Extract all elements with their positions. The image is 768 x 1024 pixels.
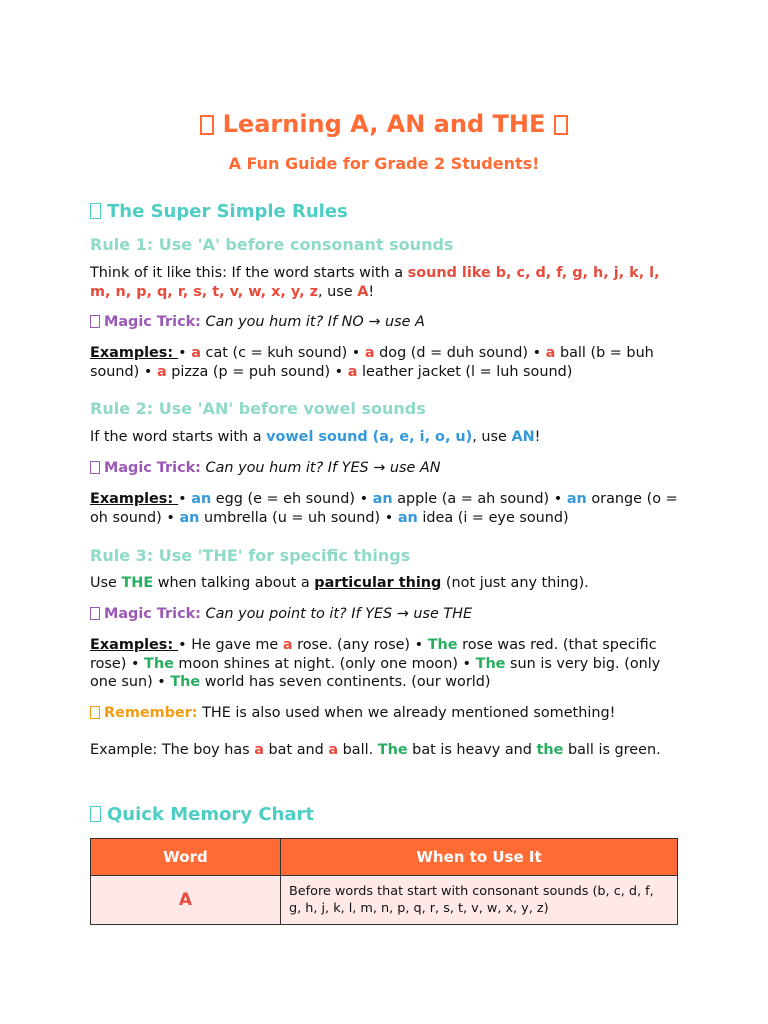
rule3-examples: Examples: • He gave me a rose. (any rose) • The rose was red. (that specific rose) • The moon shines at night. (only one moon) • The sun is very big. (only one sun) • The world has seven continents. (our world) <box>90 637 661 690</box>
rule1-examples: Examples: • a cat (c = kuh sound) • a dog (d = duh sound) • a ball (b = buh sound) • a pizza (p = puh sound) • a leather jacket (l = luh sound) <box>90 345 654 380</box>
rule3-heading: Rule 3: Use 'THE' for specific things <box>90 546 411 565</box>
missing-glyph-icon <box>90 806 101 822</box>
missing-glyph-icon <box>90 203 101 219</box>
rule2-magic-trick: Magic Trick: Can you hum it? If YES → use AN <box>90 459 680 478</box>
table-cell-when: Before words that start with consonant sounds (b, c, d, f, g, h, j, k, l, m, n, p, q, r, s, t, v, w, x, y, z) <box>281 876 678 925</box>
chart-section-heading: Quick Memory Chart <box>90 803 314 827</box>
table-header-row <box>91 839 678 876</box>
rule2-heading: Rule 2: Use 'AN' before vowel sounds <box>90 399 426 418</box>
rules-section-heading: The Super Simple Rules <box>90 200 348 224</box>
rule1-magic-trick: Magic Trick: Can you hum it? If NO → use A <box>90 313 680 332</box>
column-header-word: Word <box>91 839 281 876</box>
rule1-heading: Rule 1: Use 'A' before consonant sounds <box>90 235 454 254</box>
rule1-intro: Think of it like this: If the word starts with a sound like b, c, d, f, g, h, j, k, l, m, n, p, q, r, s, t, v, w, x, y, z, use A! <box>90 265 660 300</box>
missing-glyph-icon <box>554 115 568 135</box>
rule3-intro: Use THE when talking about a particular thing (not just any thing). <box>90 575 589 591</box>
rule2-examples: Examples: • an egg (e = eh sound) • an apple (a = ah sound) • an orange (o = oh sound) • an umbrella (u = uh sound) • an idea (i = eye sound) <box>90 491 678 526</box>
table-cell-word: A <box>91 876 281 925</box>
page-title: Learning A, AN and THE <box>90 108 678 140</box>
page-subtitle: A Fun Guide for Grade 2 Students! <box>228 154 540 173</box>
missing-glyph-icon <box>200 115 214 135</box>
column-header-when: When to Use It <box>281 839 678 876</box>
table-row <box>91 876 678 925</box>
rule3-remember: Remember: THE is also used when we already mentioned something! <box>90 704 680 723</box>
rule2-intro: If the word starts with a vowel sound (a, e, i, o, u), use AN! <box>90 429 541 445</box>
rule3-example-sentence: Example: The boy has a bat and a ball. The bat is heavy and the ball is green. <box>90 742 661 758</box>
missing-glyph-icon <box>90 706 100 719</box>
rule3-magic-trick: Magic Trick: Can you point to it? If YES → use THE <box>90 605 680 624</box>
memory-chart-table <box>90 838 678 925</box>
missing-glyph-icon <box>90 315 100 328</box>
missing-glyph-icon <box>90 461 100 474</box>
missing-glyph-icon <box>90 607 100 620</box>
